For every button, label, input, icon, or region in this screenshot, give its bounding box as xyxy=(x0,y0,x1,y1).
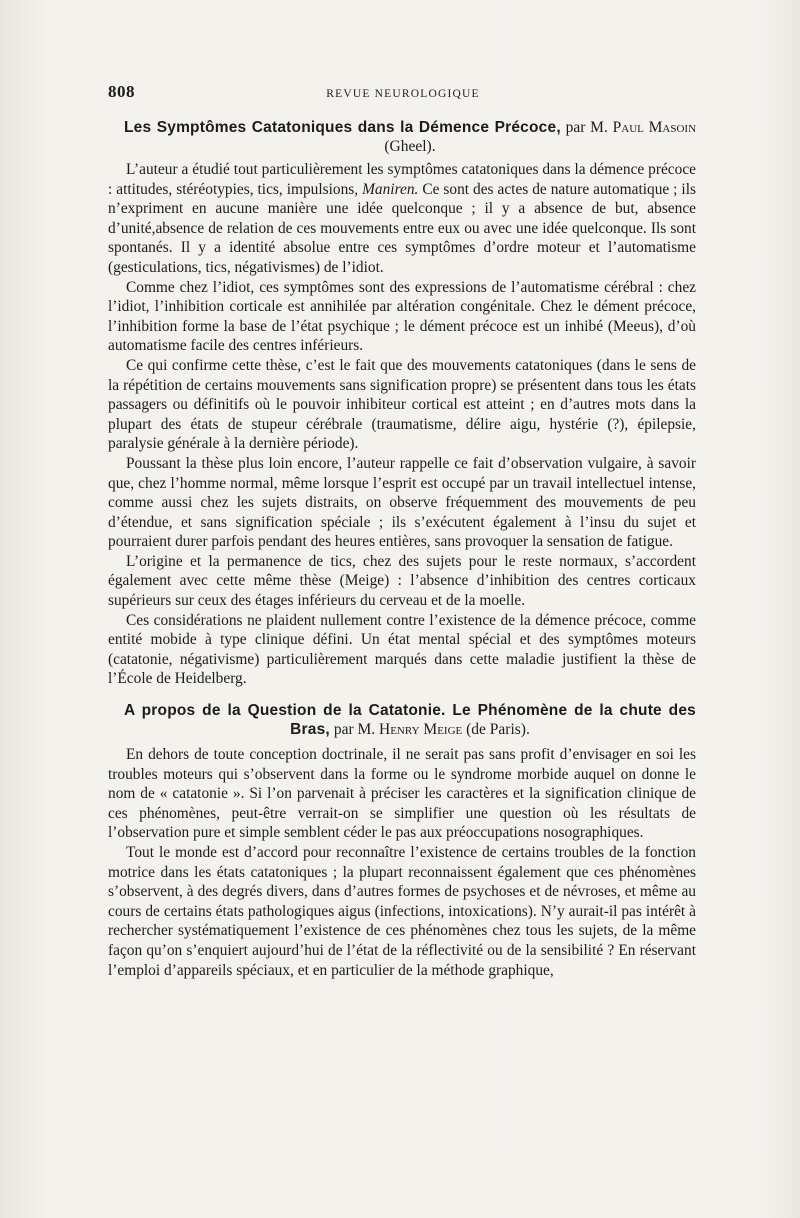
paragraph-text: L’auteur a étudié tout particulièrement les symptômes catatoniques dans la démence précoce : attitudes, stéréotypies, tics, impulsions, xyxy=(108,161,696,198)
paragraph: Ces considérations ne plaident nullement contre l’existence de la démence précoce, comme entité mobide à type clinique défini. Un état mental spécial et des symptômes moteurs (catatonie, négativisme) particulièrement marqués dans cette maladie justifient la thèse de l’École de Heidelberg. xyxy=(108,611,696,688)
article-author: Henry Meige xyxy=(379,721,463,739)
running-head: REVUE NEUROLOGIQUE xyxy=(326,88,480,100)
page-header xyxy=(108,82,698,106)
paragraph: En dehors de toute conception doctrinale, il ne serait pas sans profit d’envisager en soi les troubles moteurs qui s’observent dans la forme ou le syndrome morbide auquel on donne le nom de « catatonie ». Si l’on parvenait à préciser les caractères et la signification clinique de ces phénomènes, peut-être verrait-on se simplifier une question où les résultats de l’observation pure et simple semblent céder le pas aux préoccupations nosographiques. xyxy=(108,746,696,842)
paragraph: Tout le monde est d’accord pour reconnaître l’existence de certains troubles de la fonction motrice dans les états catatoniques ; la plupart reconnaissent également que ces phénomènes s’observent, à des degrés divers, dans d’autres formes de psychoses et de névroses, et même au cours de certains états pathologiques aigus (infections, intoxications). N’y aurait-il pas intérêt à rechercher systématiquement l’existence de ces phénomènes chez tous les sujets, de la même façon qu’on s’enquiert aujourd’hui de l’état de la réflectivité ou de la sensibilité ? En réservant l’emploi d’appareils spéciaux, et en particulier de la méthode graphique, xyxy=(108,844,696,979)
article-heading xyxy=(108,701,696,739)
article-title: A propos de la Question de la Catatonie. Le Phénomène de la chute des Bras, xyxy=(124,702,696,739)
article-affiliation: (de Paris). xyxy=(466,721,530,739)
article-title: Les Symptômes Catatoniques dans la Démence Précoce, xyxy=(124,119,561,136)
paragraph xyxy=(108,160,696,278)
paragraph: Ce qui confirme cette thèse, c’est le fait que des mouvements catatoniques (dans le sens de la répétition de certains mouvements sans signification propre) se présentent dans tous les états passagers ou définitifs où le pouvoir inhibiteur cortical est atteint ; en d’autres mots dans la plupart des états de stupeur cérébrale (traumatisme, délire aigu, hystérie (?), épilepsie, paralysie générale à la dernière période). xyxy=(108,356,696,453)
page-content xyxy=(108,118,696,980)
page-number: 808 xyxy=(108,82,135,101)
article-heading xyxy=(108,118,696,156)
article-affiliation: (Gheel). xyxy=(384,138,436,155)
paragraph: Poussant la thèse plus loin encore, l’auteur rappelle ce fait d’observation vulgaire, à savoir que, chez l’homme normal, même lorsque l’esprit est occupé par un travail intellectuel intense, comme aussi chez les sujets distraits, on observe fréquemment des mouvements de peu d’étendue, et sans signification spéciale ; ils s’exécutent également à l’insu du sujet et pourraient durer parfois pendant des heures entières, sans provoquer la sensation de fatigue. xyxy=(108,454,696,551)
paragraph: Comme chez l’idiot, ces symptômes sont des expressions de l’automatisme cérébral : chez l’idiot, l’inhibition corticale est annihilée par altération congénitale. Chez le dément précoce, l’inhibition forme la base de l’état psychique ; le dément précoce est un inhibé (Meeus), d’où automatisme facile des centres inférieurs. xyxy=(108,278,696,355)
paragraph-text: Ce sont des actes de nature automatique ; ils n’expriment en aucune manière une idée quelconque ; il y a absence de but, absence d’unité,absence de relation de ces mouvements entre eux ou avec une idée quelconque. Ils sont spontanés. Il y a identité absolue entre ces symptômes d’ordre moteur et l’automatisme (gesticulations, tics, négativismes) de l’idiot. xyxy=(108,180,696,276)
article-by: par M. xyxy=(565,119,608,136)
paragraph-italic-text: Maniren. xyxy=(362,180,419,198)
paragraph: L’origine et la permanence de tics, chez des sujets pour le reste normaux, s’accordent également avec cette même thèse (Meige) : l’absence d’inhibition des centres corticaux supérieurs sur ceux des étages inférieurs du cerveau et de la moelle. xyxy=(108,552,696,610)
article-by: par M. xyxy=(333,721,376,739)
article-author: Paul Masoin xyxy=(612,119,697,136)
